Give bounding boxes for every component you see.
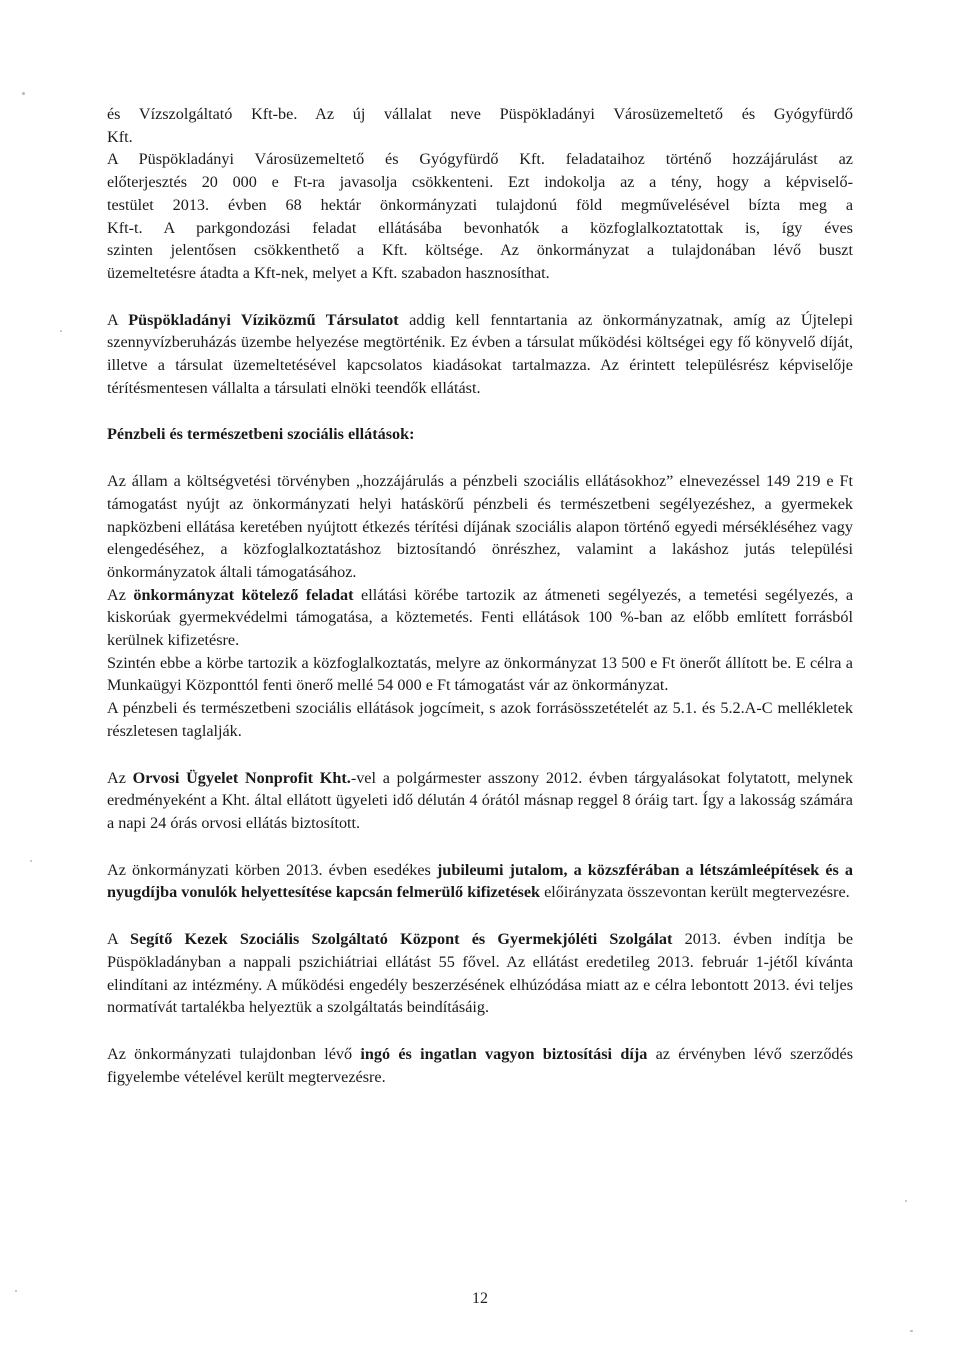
text-line: Kft. bbox=[107, 127, 133, 146]
bold-term: ingó és ingatlan vagyon biztosítási díja bbox=[360, 1044, 648, 1063]
text-line: Kft-t. A parkgondozási feladat ellátásába bevonhatók a közfoglalkoztatottak is, így éves bbox=[107, 218, 853, 237]
text-run: Az bbox=[107, 768, 133, 787]
text-line: és Vízszolgáltató Kft-be. Az új vállalat neve Püspökladányi Városüzemeltető és Gyógyfürdő bbox=[107, 105, 853, 123]
paragraph-segito-kezek bbox=[107, 928, 853, 1019]
paragraph-mellekletek: A pénzbeli és természetbeni szociális ellátások jogcímeit, s azok forrásösszetételét az 5.1. és 5.2.A-C mellékletek részletesen taglalják. bbox=[107, 699, 853, 740]
scan-speck bbox=[905, 1200, 907, 1202]
scan-speck bbox=[910, 1330, 913, 1332]
paragraph-allami-hozzajarulas: Az állam a költségvetési törvényben „hozzájárulás a pénzbeli szociális ellátásokhoz” elnevezéssel 149 219 e Ft támogatást nyújt az önkormányzati helyi hatáskörű pénzbeli és természetbeni segélyezéshez, a gyermekek napközbeni ellátása keretében nyújtott étkezés térítési díjának szociális alapon történő egyedi mérsékléséhez vagy elengedéséhez, a közfoglalkoztatáshoz biztosítandó önrészhez, valamint a lakáshoz jutás települési önkormányzatok általi támogatásához. bbox=[107, 472, 853, 581]
scan-speck bbox=[60, 330, 62, 332]
bold-term: Segítő Kezek Szociális Szolgáltató Központ és Gyermekjóléti Szolgálat bbox=[130, 930, 673, 949]
bold-term: Orvosi Ügyelet Nonprofit Kht. bbox=[132, 768, 351, 787]
text-run: az érvényben lévő szerződés figyelembe vételével került megtervezésre. bbox=[107, 1044, 853, 1086]
text-run: ellátási körébe tartozik az átmeneti segélyezés, a temetési segélyezés, a kiskorúak gyermekvédelmi támogatása, a köztemetés. Fenti ellátások 100 %-ban az előbb említett forrásból kerülnek kifizetésre. bbox=[107, 585, 854, 650]
bold-term: Püspökladányi Víziközmű Társulatot bbox=[128, 310, 399, 329]
scan-speck bbox=[30, 860, 32, 862]
text-run: Az önkormányzati tulajdonban lévő bbox=[107, 1044, 361, 1063]
paragraph-kozfoglalkoztatas: Szintén ebbe a körbe tartozik a közfoglalkoztatás, melyre az önkormányzat 13 500 e Ft önerőt állított be. E célra a Munkaügyi Központtól fenti önerő mellé 54 000 e Ft támogatást vár az önkormányzat. bbox=[107, 653, 853, 695]
text-line: A Püspökladányi Városüzemeltető és Gyógyfürdő Kft. feladataihoz történő hozzájárulást az bbox=[107, 150, 853, 169]
scan-speck bbox=[22, 92, 25, 95]
text-run: A bbox=[107, 930, 131, 949]
text-run: előirányzata összevontan került megtervezésre. bbox=[540, 883, 850, 902]
section-heading: Pénzbeli és természetbeni szociális ellátások: bbox=[107, 425, 415, 444]
text-line: testület 2013. évben 68 hektár önkormányzati tulajdonú föld megművelésével bízta meg a bbox=[107, 195, 853, 214]
bold-term: jubileumi jutalom, a közszférában a létszámleépítések és a nyugdíjba vonulók helyettesítése kapcsán felmerülő kifizetések bbox=[107, 860, 853, 902]
bold-term: önkormányzat kötelező feladat bbox=[133, 585, 354, 604]
document-body bbox=[107, 103, 853, 1088]
text-run: Az önkormányzati körben 2013. évben esedékes bbox=[107, 860, 437, 879]
paragraph-kft-contribution bbox=[107, 103, 853, 285]
paragraph-biztositasi-dij bbox=[107, 1043, 853, 1088]
text-run: Az bbox=[107, 585, 134, 604]
page-number: 12 bbox=[472, 1290, 488, 1307]
text-line: szinten jelentősen csökkenthető a Kft. költsége. Az önkormányzat a tulajdonában lévő buszt bbox=[107, 241, 853, 260]
paragraph-kotelezo-feladat bbox=[107, 584, 853, 652]
text-run: -vel a polgármester asszony 2012. évben tárgyalásokat folytatott, melynek eredményeként a Kht. által ellátott ügyeleti idő délután 4 órától másnap reggel 8 óráig tart. Így a lakosság számára a napi 24 órás orvosi ellátás biztosított. bbox=[107, 768, 854, 832]
text-line: előterjesztés 20 000 e Ft-ra javasolja csökkenteni. Ezt indokolja az a tény, hogy a képviselő- bbox=[107, 173, 853, 192]
text-run: A bbox=[107, 310, 129, 329]
text-run: 2013. évben indítja be Püspökladányban a nappali pszichiátriai ellátást 55 fővel. Az ellátást eredetileg 2013. február 1-jétől kívánta elindítani az intézmény. A működési engedély beszerzésének elhúzódása miatt az e célra lebontott 2013. évi teljes normatívát tartalékba helyeztük a szolgáltatás beindításáig. bbox=[107, 930, 854, 1017]
text-line: üzemeltetésre átadta a Kft-nek, melyet a Kft. szabadon hasznosíthat. bbox=[107, 263, 550, 282]
paragraph-jubileumi-jutalom bbox=[107, 859, 853, 904]
text-run: addig kell fenntartania az önkormányzatnak, amíg az Újtelepi szennyvízberuházás üzembe helyezése megtörténik. Ez évben a társulat működési költségei egy fő könyvelő díját, illetve a társulat üzemeltetésével kapcsolatos kiadásokat tartalmazza. Az érintett településrész képviselője térítésmentesen vállalta a társulati elnöki teendők ellátást. bbox=[107, 310, 854, 397]
paragraph-vizikozmu-tarsulat bbox=[107, 309, 853, 400]
paragraph-orvosi-ugyelet bbox=[107, 767, 853, 835]
